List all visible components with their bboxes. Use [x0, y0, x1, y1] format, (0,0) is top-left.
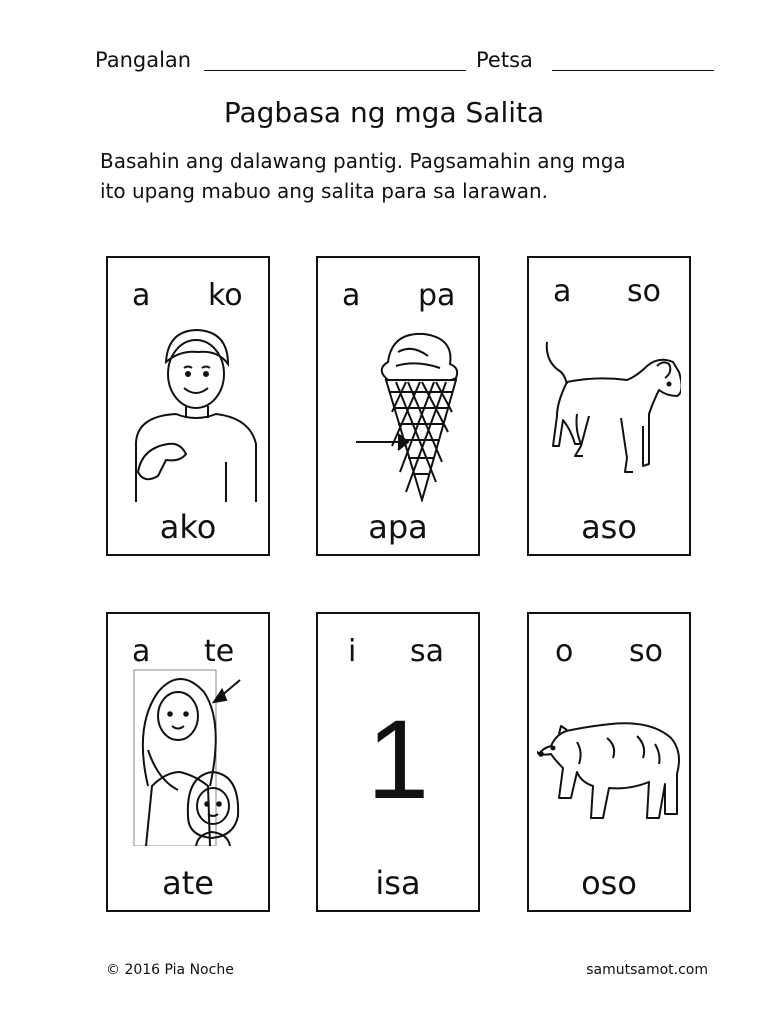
dog-icon	[537, 322, 681, 502]
word-label: ate	[162, 864, 214, 902]
boy-pointing-to-self-icon	[116, 322, 260, 502]
instructions-line-2: ito upang mabuo ang salita para sa larawan.	[100, 179, 549, 203]
name-label: Pangalan	[95, 48, 192, 72]
instructions	[100, 146, 700, 206]
page-title: Pagbasa ng mga Salita	[223, 96, 545, 129]
syllable-1: a	[132, 278, 151, 313]
word-label: isa	[375, 864, 421, 902]
name-field[interactable]	[204, 70, 466, 71]
syllable-2: so	[627, 274, 661, 309]
syllable-2: sa	[410, 634, 445, 669]
word-card-ako	[106, 256, 270, 556]
older-sister-icon	[116, 666, 260, 846]
word-label: apa	[368, 508, 428, 546]
date-label: Petsa	[476, 48, 533, 72]
word-card-ate	[106, 612, 270, 912]
syllable-2: pa	[418, 278, 456, 313]
word-label: oso	[581, 864, 637, 902]
number-one: 1	[366, 697, 430, 822]
bear-icon	[537, 678, 681, 858]
word-card-apa	[316, 256, 480, 556]
site-link[interactable]: samutsamot.com	[586, 962, 708, 978]
syllable-2: so	[629, 634, 663, 669]
word-card-aso	[527, 256, 691, 556]
syllable-2: te	[204, 634, 235, 669]
instructions-line-1: Basahin ang dalawang pantig. Pagsamahin ang mga	[100, 149, 626, 173]
syllable-1: a	[553, 274, 572, 309]
syllable-1: o	[555, 634, 574, 669]
syllable-1: i	[348, 634, 357, 669]
copyright-text: © 2016 Pia Noche	[106, 962, 234, 978]
syllable-1: a	[132, 634, 151, 669]
word-card-isa	[316, 612, 480, 912]
syllable-2: ko	[208, 278, 243, 313]
syllable-1: a	[342, 278, 361, 313]
ice-cream-cone-icon	[326, 322, 470, 502]
word-card-oso	[527, 612, 691, 912]
word-label: ako	[159, 508, 217, 546]
date-field[interactable]	[552, 70, 714, 71]
word-label: aso	[581, 508, 637, 546]
